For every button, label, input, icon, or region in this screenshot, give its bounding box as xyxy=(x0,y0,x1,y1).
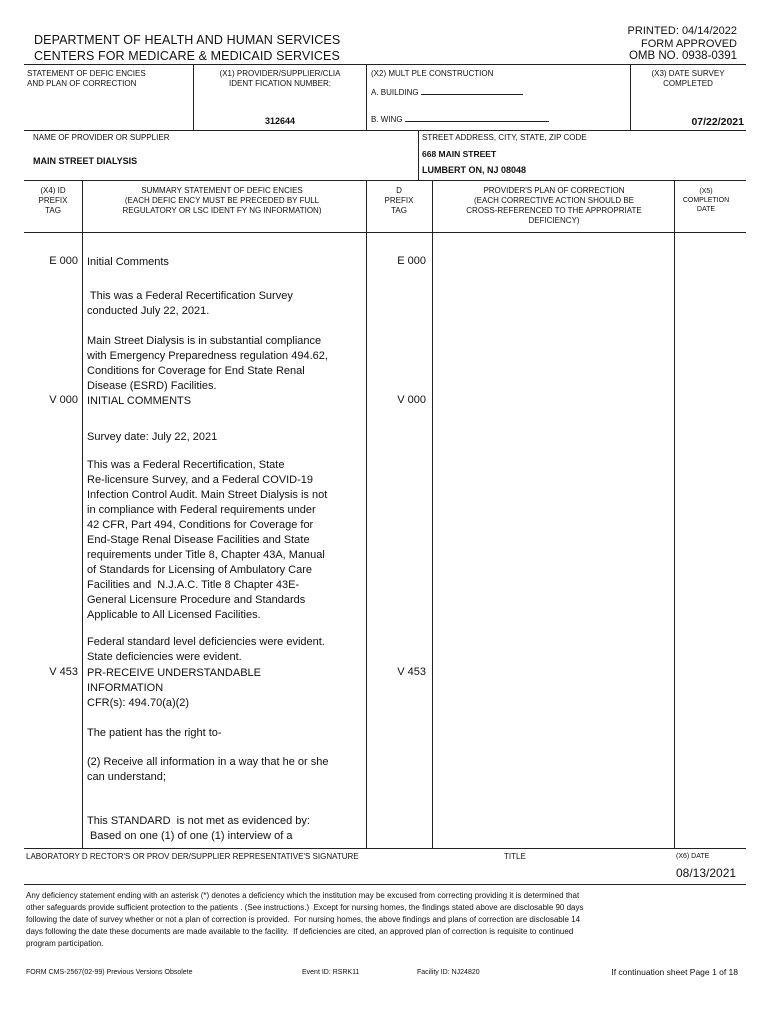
v000-title: INITIAL COMMENTS xyxy=(87,395,192,407)
multiple-construction-label: (X2) MULT PLE CONSTRUCTION xyxy=(371,69,494,78)
box-divider xyxy=(630,64,631,130)
v453-paragraph: (2) Receive all information in a way that he or she can understand; xyxy=(87,756,329,783)
address-label: STREET ADDRESS, CITY, STATE, ZIP CODE xyxy=(422,133,587,142)
form-approved: FORM APPROVED xyxy=(641,38,737,50)
date-survey-label: (X3) DATE SURVEY COMPLETED xyxy=(651,69,725,88)
header-bottom-border xyxy=(24,232,746,233)
summary-header: SUMMARY STATEMENT OF DEFIC ENCIES (EACH DEFIC ENCY MUST BE PRECEDED BY FULL REGULATORY OR LSC IDENT FY NG INFORMATION) xyxy=(122,186,322,215)
box-divider xyxy=(193,64,194,130)
id-tag-e000: E 000 xyxy=(397,255,426,267)
box-divider-horizontal xyxy=(24,180,746,181)
completion-date-header: (X5) COMPLETION DATE xyxy=(682,188,730,213)
box-divider xyxy=(366,64,367,130)
provider-name: MAIN STREET DIALYSIS xyxy=(33,156,138,166)
box-divider-horizontal xyxy=(24,130,746,131)
facility-id: Facility ID: NJ24820 xyxy=(417,969,480,976)
id-prefix-header: D PREFIX TAG xyxy=(384,186,414,215)
continuation-page: If continuation sheet Page 1 of 18 xyxy=(611,967,738,977)
e000-paragraph: Main Street Dialysis is in substantial compliance with Emergency Preparedness regulation 494.62, Conditions for Coverage for End State Renal Disease (ESRD) Facilities. xyxy=(87,335,328,392)
column-divider xyxy=(82,180,83,848)
prefix-tag-v000: V 000 xyxy=(49,394,78,406)
x4-id-header: (X4) ID PREFIX TAG xyxy=(38,186,68,215)
v453-paragraph: The patient has the right to- xyxy=(87,727,222,739)
box-top-border xyxy=(24,64,746,65)
title-label: TITLE xyxy=(504,852,526,861)
box-divider xyxy=(418,130,419,180)
prefix-tag-v453: V 453 xyxy=(49,666,78,678)
department-name: DEPARTMENT OF HEALTH AND HUMAN SERVICES xyxy=(34,33,341,47)
date-survey-value: 07/22/2021 xyxy=(691,116,744,128)
v453-title: PR-RECEIVE UNDERSTANDABLE INFORMATION CFR(s): 494.70(a)(2) xyxy=(87,667,261,709)
column-divider xyxy=(366,180,367,848)
signature-label: LABORATORY D RECTOR'S OR PROV DER/SUPPLIER REPRESENTATIVE'S SIGNATURE xyxy=(26,852,359,861)
agency-name: CENTERS FOR MEDICARE & MEDICAID SERVICES xyxy=(34,49,340,63)
address-line2: LUMBERT ON, NJ 08048 xyxy=(422,165,527,175)
provider-name-label: NAME OF PROVIDER OR SUPPLIER xyxy=(33,133,170,142)
column-divider xyxy=(674,180,675,848)
e000-paragraph: This was a Federal Recertification Survey conducted July 22, 2021. xyxy=(87,290,293,317)
table-bottom-border xyxy=(24,848,746,849)
disclosure-notice: Any deficiency statement ending with an asterisk (*) denotes a deficiency which the institution may be excused from correcting providing it is determined that other safeguards provide sufficient protection to the patients . (See instructions.) Except for nursing homes, the findings stated above are disclosable 90 days following the date of survey whether or not a plan of correction is provided. For nursing homes, the above findings and plans of correction are disclosable 14 days following the date these documents are made available to the facility. If deficiencies are cited, an approved plan of correction is requisite to continued program participation. xyxy=(26,891,584,948)
e000-title: Initial Comments xyxy=(87,256,169,268)
prefix-tag-e000: E 000 xyxy=(49,255,78,267)
omb-number: OMB NO. 0938-0391 xyxy=(628,50,737,62)
column-divider xyxy=(432,180,433,848)
id-tag-v453: V 453 xyxy=(397,666,426,678)
provider-id-value: 312644 xyxy=(264,116,296,126)
signature-bottom-border xyxy=(24,884,746,885)
printed-date: PRINTED: 04/14/2022 xyxy=(627,25,737,37)
v000-paragraph: Survey date: July 22, 2021 xyxy=(87,431,218,443)
form-identifier: FORM CMS-2567(02-99) Previous Versions Obsolete xyxy=(26,969,193,976)
v000-paragraph: Federal standard level deficiencies were evident. State deficiencies were evident. xyxy=(87,636,325,663)
event-id: Event ID: RSRK11 xyxy=(302,969,360,976)
building-field: A. BUILDING xyxy=(371,86,523,98)
wing-field: B. WING xyxy=(371,113,549,125)
v453-paragraph: This STANDARD is not met as evidenced by: Based on one (1) of one (1) interview of a xyxy=(87,815,310,842)
provider-id-label: (X1) PROVIDER/SUPPLIER/CLIA IDENT FICATION NUMBER: xyxy=(219,69,341,88)
statement-label: STATEMENT OF DEFIC ENCIES AND PLAN OF CORRECTION xyxy=(27,69,146,88)
signature-date-label: (X6) DATE xyxy=(676,853,710,860)
address-line1: 668 MAIN STREET xyxy=(422,149,497,159)
v000-paragraph: This was a Federal Recertification, State Re-licensure Survey, and a Federal COVID-19 Infection Control Audit. Main Street Dialysis is not in compliance with Federal requirements under 42 CFR, Part 494, Conditions for Coverage for End-Stage Renal Disease Facilities and State requirements under Title 8, Chapter 43A, Manual of Standards for Licensing of Ambulatory Care Facilities and N.J.A.C. Title 8 Chapter 43E- General Licensure Procedure and Standards Applicable to All Licensed Facilities. xyxy=(87,459,328,621)
id-tag-v000: V 000 xyxy=(397,394,426,406)
plan-header: PROVIDER'S PLAN OF CORRECTION (EACH CORRECTIVE ACTION SHOULD BE CROSS-REFERENCED TO THE APPROPRIATE DEFICIENCY) xyxy=(466,186,642,225)
signature-date-value: 08/13/2021 xyxy=(676,866,737,880)
